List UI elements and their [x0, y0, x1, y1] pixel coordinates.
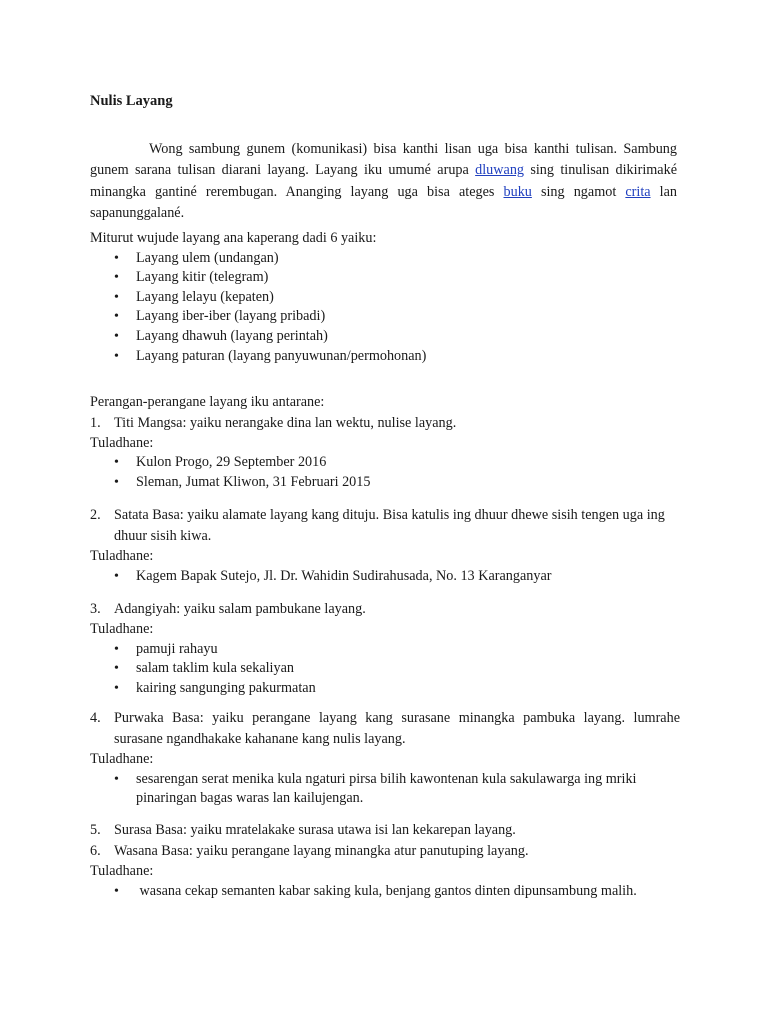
section-text: Surasa Basa: yaiku mratelakake surasa utawa isi lan kekarepan layang. — [114, 822, 516, 838]
section-text: Purwaka Basa: yaiku perangane layang kang surasane minangka pambuka layang. lumrahe surasane ngandhakake kahanane kang nulis layang. — [114, 710, 680, 747]
tuladha-label: Tuladhane: — [90, 548, 154, 564]
list-item: • Layang ulem (undangan) — [90, 249, 680, 269]
tuladha-label: Tuladhane: — [90, 434, 154, 451]
section-number: 5. — [90, 822, 101, 838]
section-text: Satata Basa: yaiku alamate layang kang dituju. Bisa katulis ing dhuur dhewe sisih tengen uga ing dhuur sisih kiwa. — [114, 507, 665, 544]
list-item: • Kulon Progo, 29 September 2016 — [90, 453, 680, 473]
examples-list-6 — [90, 882, 680, 902]
intro-text-3: sing ngamot — [531, 183, 626, 200]
tuladha-label: Tuladhane: — [90, 621, 154, 637]
intro-paragraph — [90, 139, 677, 224]
intro-text-1: Wong sambung gunem (komunikasi) bisa kanthi lisan uga bisa kanthi tulisan. Sambung gunem sarana tulisan diarani layang. Layang iku umumé arupa — [90, 141, 677, 179]
section-text: Wasana Basa: yaiku perangane layang minangka atur panutuping layang. — [114, 843, 529, 859]
tuladha-label: Tuladhane: — [90, 863, 154, 879]
wujud-section — [90, 229, 680, 366]
list-item: • salam taklim kula sekaliyan — [90, 659, 680, 679]
list-item: • Sleman, Jumat Kliwon, 31 Februari 2015 — [90, 473, 680, 493]
link-dluwang[interactable]: dluwang — [475, 162, 525, 179]
section-3-block — [90, 599, 680, 698]
section-5-6-block — [90, 820, 680, 901]
section-number: 4. — [90, 710, 101, 726]
examples-list-2 — [90, 567, 680, 587]
list-item: • Layang iber-iber (layang pribadi) — [90, 307, 680, 327]
examples-list-4 — [90, 770, 680, 809]
section-number: 6. — [90, 843, 101, 859]
section-number: 1. — [90, 414, 101, 431]
tuladha-label: Tuladhane: — [90, 751, 154, 767]
section-text: Titi Mangsa: yaiku nerangake dina lan wektu, nulise layang. — [114, 414, 457, 431]
list-item: • Layang kitir (telegram) — [90, 268, 680, 288]
section-6 — [90, 841, 680, 862]
section-2 — [90, 505, 680, 547]
link-buku[interactable]: buku — [503, 183, 532, 200]
section-3 — [90, 599, 680, 620]
section-4 — [90, 708, 680, 750]
section-1 — [90, 413, 680, 434]
wujud-heading: Miturut wujude layang ana kaperang dadi 6 yaiku: — [90, 230, 377, 246]
list-item: • Kagem Bapak Sutejo, Jl. Dr. Wahidin Sudirahusada, No. 13 Karanganyar — [90, 567, 680, 587]
intro-text-2: sing tinulisan dikirimaké minangka gantiné rerembugan. Ananging layang uga bisa ateges — [90, 162, 677, 200]
section-text: Adangiyah: yaiku salam pambukane layang. — [114, 601, 366, 617]
wujud-list — [90, 249, 680, 367]
section-2-block — [90, 505, 680, 586]
list-item: • kairing sangunging pakurmatan — [90, 679, 680, 699]
section-5 — [90, 820, 680, 841]
document-title: Nulis Layang — [90, 93, 173, 109]
examples-list-1 — [90, 453, 680, 492]
list-item: • Layang lelayu (kepaten) — [90, 288, 680, 308]
list-item: • wasana cekap semanten kabar saking kula, benjang gantos dinten dipunsambung malih. — [90, 882, 680, 902]
section-4-block — [90, 708, 680, 809]
link-crita[interactable]: crita — [625, 183, 651, 200]
intro-text-4: lan sapanunggalané. — [90, 183, 677, 221]
section-number: 3. — [90, 601, 101, 617]
list-item: • pamuji rahayu — [90, 640, 680, 660]
section-number: 2. — [90, 507, 101, 523]
perangan-heading: Perangan-perangane layang iku antarane: — [90, 394, 325, 410]
list-item: • Layang paturan (layang panyuwunan/permohonan) — [90, 347, 680, 367]
list-item: • Layang dhawuh (layang perintah) — [90, 327, 680, 347]
list-item: • sesarengan serat menika kula ngaturi pirsa bilih kawontenan kula sakulawarga ing mriki pinaringan bagas waras lan kailujengan. — [90, 770, 680, 809]
perangan-heading-block — [90, 393, 680, 492]
examples-list-3 — [90, 640, 680, 699]
